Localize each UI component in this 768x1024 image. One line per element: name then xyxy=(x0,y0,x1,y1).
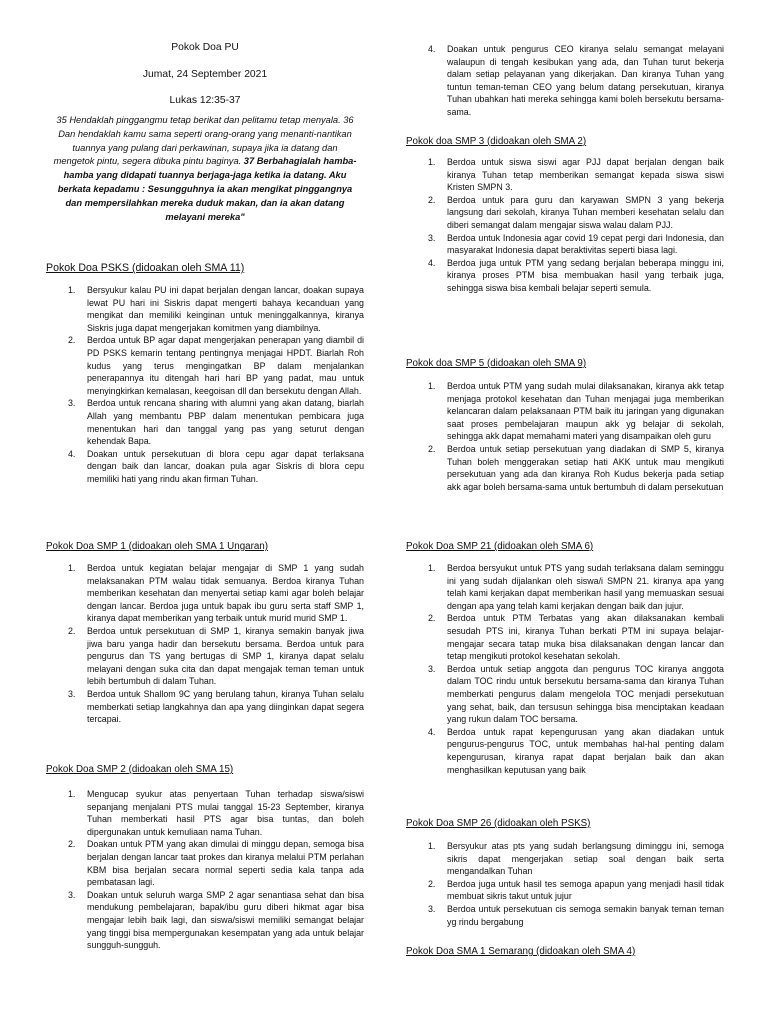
item-number: 1. xyxy=(68,789,76,799)
item-number: 1. xyxy=(68,285,76,295)
item-text: Berdoa juga untuk hasil tes semoga apapun yang menjadi hasil tidak membuat sikris takut untuk jujur xyxy=(447,878,724,902)
prayer-section-smp2 xyxy=(46,764,364,952)
prayer-item xyxy=(406,156,724,194)
prayer-section-smp2-continued xyxy=(406,43,724,119)
item-text: Berdoa untuk Indonesia agar covid 19 cepat pergi dari Indonesia, dan masyarakat Indonesia dapat beraktivitas seperti biasa lagi. xyxy=(447,232,724,256)
prayer-item xyxy=(46,397,364,447)
section-heading: Pokok Doa SMP 21 (didoakan oleh SMA 6) xyxy=(406,541,594,552)
item-text: Berdoa untuk kegiatan belajar mengajar di SMP 1 yang sudah melaksanakan PTM walau tidak semuanya. Berdoa kiranya Tuhan memberikan kesehatan dan menyertai setiap kami agar boleh belajar dengan lancar. Berdoa juga untuk bapak ibu guru serta staff SMP 1, kiranya dapat memberikan yang terbaik untuk murid murid SMP 1. xyxy=(87,563,364,624)
prayer-section-smp1 xyxy=(46,541,364,726)
prayer-section-smp5 xyxy=(406,358,724,493)
prayer-section-smp21 xyxy=(406,541,724,776)
prayer-item xyxy=(46,562,364,625)
item-text: Berdoa untuk para guru dan karyawan SMPN 3 yang bekerja langsung dari sekolah, kiranya Tuhan memberi kesehatan selalu dan diberi semangat dalam mengajar siswa walau dalam PJJ. xyxy=(447,194,724,230)
item-number: 4. xyxy=(68,448,76,459)
item-text: Berdoa untuk setiap anggota dan pengurus TOC kiranya anggota dalam TOC rindu untuk bersekutu bersama-sama dan kiranya Tuhan memberkati pengurus dalam mengelola TOC menjadi persekutuan yang sehat, baik, dan tersusun sehingga bisa menciptakan keadaan yang rukun dalam TOC bersama. xyxy=(447,663,724,725)
prayer-list xyxy=(406,43,724,119)
item-number: 3. xyxy=(68,889,76,900)
section-heading: Pokok Doa SMP 2 (didoakan oleh SMA 15) xyxy=(46,764,234,775)
item-text: Doakan untuk seluruh warga SMP 2 agar senantiasa sehat dan bisa mendukung pembelajaran, bapak/ibu guru diberi hikmat agar bisa mengajar lebih baik lagi, dan siswa/siswi memiliki semangat belajar yang tinggi bisa mempergunakan kesempatan yang ada untuk belajar sungguh-sungguh. xyxy=(87,889,364,951)
item-text: Berdoa untuk siswa siswi agar PJJ dapat berjalan dengan baik kiranya Tuhan tetap memberikan semangat kepada siswa siswi Kristen SMPN 3. xyxy=(447,157,724,193)
prayer-list xyxy=(46,562,364,726)
scripture-reference: Lukas 12:35-37 xyxy=(169,95,241,106)
item-text: Berdoa untuk persekutuan di SMP 1, kiranya semakin banyak jiwa jiwa baru yanga hadir dan bersekutu bersama. Berdoa untuk para pengurus dan TS yang bertugas di SMP 1, kiranya dapat selalu melayani dengan suka cita dan dapat mengajak teman teman untuk lebih bertumbuh di dalam Tuhan. xyxy=(87,625,364,687)
item-number: 4. xyxy=(428,726,436,737)
item-number: 1. xyxy=(428,841,436,851)
item-text: Berdoa untuk rapat kepengurusan yang akan diadakan untuk pengurus-pengurus TOC, untuk membahas hal-hal penting dalam kepengurusan, kiranya rapat dapat berjalan baik dan akan menghasilkan keputusan yang baik xyxy=(447,726,724,775)
item-number: 3. xyxy=(428,903,436,914)
item-text: Doakan untuk PTM yang akan dimulai di minggu depan, semoga bisa berjalan dengan lancar taat prokes dan kiranya melalui PTM perlahan KBM bisa berjalan secara normal seperti sedia kala tanpa ada pembatasan lagi. xyxy=(87,839,364,888)
item-text: Berdoa untuk BP agar dapat mengerjakan penerapan yang diambil di PD PSKS kemarin tentang pentingnya menjagai HPDT. Biarlah Roh kudus yang terus mengingatkan BP dalam menjalankan penerapannya itu ditengah hari hari BP yang padat, mau untuk menyingkirkan kemalasan, keegoisan dll dan bersekutu dengan Allah. xyxy=(87,335,364,396)
section-heading: Pokok Doa SMP 1 (didoakan oleh SMA 1 Ungaran) xyxy=(46,541,269,552)
item-text: Bersyukur kalau PU ini dapat berjalan dengan lancar, doakan supaya lewat PU hari ini Siskris dapat mengerti bahaya kecanduan yang mengikat dan memiliki keinginan untuk meninggalkannya, kiranya Siskris juga dapat mengerjakan komitmen yang diambilnya. xyxy=(87,285,364,333)
item-number: 3. xyxy=(428,663,436,674)
prayer-item xyxy=(406,840,724,878)
item-text: Berdoa juga untuk PTM yang sedang berjalan beberapa minggu ini, kiranya proses PTM bisa membuakan hasil yang terbaik juga, sehingga siswa bisa kembali belajar seperti semula. xyxy=(447,257,724,293)
prayer-item xyxy=(406,663,724,726)
item-number: 1. xyxy=(68,563,76,573)
prayer-list xyxy=(406,156,724,295)
item-text: Bersyukur atas pts yang sudah berlangsung diminggu ini, semoga sikris dapat mengerjakan setiap soal dengan baik serta mengandalkan Tuhan xyxy=(447,841,724,877)
prayer-item xyxy=(46,788,364,838)
item-text: Berdoa untuk Shallom 9C yang berulang tahun, kiranya Tuhan selalu memberkati setiap langkahnya dan apa yang diinginkan dapat segera tercapai. xyxy=(87,688,364,725)
prayer-item xyxy=(406,380,724,443)
item-number: 3. xyxy=(428,232,436,243)
prayer-item xyxy=(406,903,724,928)
item-number: 2. xyxy=(428,443,436,454)
item-number: 1. xyxy=(428,157,436,167)
scripture-verse xyxy=(52,114,358,224)
item-number: 1. xyxy=(428,563,436,573)
prayer-list xyxy=(406,380,724,493)
page-title: Pokok Doa PU xyxy=(171,42,239,53)
prayer-item xyxy=(46,334,364,397)
section-heading: Pokok doa SMP 3 (didoakan oleh SMA 2) xyxy=(406,136,587,147)
prayer-list xyxy=(406,562,724,776)
prayer-item xyxy=(406,232,724,257)
prayer-item xyxy=(406,43,724,119)
item-number: 2. xyxy=(428,878,436,889)
section-heading: Pokok Doa SMA 1 Semarang (didoakan oleh SMA 4) xyxy=(406,946,636,957)
prayer-item xyxy=(406,257,724,295)
item-number: 3. xyxy=(68,688,76,699)
item-number: 2. xyxy=(68,839,76,850)
prayer-list xyxy=(46,788,364,952)
prayer-item xyxy=(46,838,364,888)
prayer-item xyxy=(406,878,724,903)
section-heading: Pokok Doa SMP 26 (didoakan oleh PSKS) xyxy=(406,818,591,829)
item-number: 2. xyxy=(428,613,436,624)
item-text: Berdoa untuk PTM yang sudah mulai dilaksanakan, kiranya akk tetap menjaga protokol kesehatan dan Tuhan menjagai juga memberikan kelancaran dalam pelaksanaan PTM baik itu jaringan yang digunakan saat proses pembelajaran maupun akk yg belajar di sekolah, sehingga akk dapat memahami materi yang disampaikan oleh guru xyxy=(447,381,724,442)
item-text: Berdoa untuk PTM Terbatas yang akan dilaksanakan kembali sesudah PTS ini, kiranya Tuhan berkati PTM ini supaya belajar-mengajar secara tatap muka bisa dilaksanakan dengan lancar dan tetap mengikuti protokol kesehatan sekolah. xyxy=(447,613,724,662)
prayer-item xyxy=(406,612,724,662)
item-number: 4. xyxy=(428,44,436,54)
verse-normal-text: 35 Hendaklah pinggangmu tetap berikat dan pelitamu tetap menyala. 36 Dan hendaklah kamu sama seperti orang-orang yang menanti-nantikan tuannya yang pulang dari perkawinan, supaya jika ia datang dan mengetok pintu, segera dibuka pintu baginya. xyxy=(53,115,354,167)
item-number: 2. xyxy=(428,194,436,205)
item-text: Doakan untuk pengurus CEO kiranya selalu semangat melayani walaupun di tengah kesibukan yang ada, dan Tuhan turut bekerja dalam setiap pelayanan yang dikerjakan. Dan kiranya Tuhan yang tuntun teman-teman CEO yang belum datang persekutuan, kiranya Tuhan ubahkan hati mereka sehingga kami boleh bersekutu bersama-sama. xyxy=(447,44,724,117)
item-text: Berdoa untuk persekutuan cis semoga semakin banyak teman teman yg rindu bergabung xyxy=(447,903,724,927)
item-text: Berdoa untuk rencana sharing with alumni yang akan datang, biarlah Allah yang membantu PBP dalam menentukan pembicara juga menentukan hari dan tanggal yang pas yang seturut dengan kehendak Bapa. xyxy=(87,398,364,447)
item-text: Doakan untuk persekutuan di blora cepu agar dapat terlaksana dengan baik dan lancar, doakan pula agar Siskris di blora cepu memiliki hati yang rindu akan firman Tuhan. xyxy=(87,448,364,484)
prayer-item xyxy=(406,443,724,493)
item-number: 2. xyxy=(68,625,76,636)
item-text: Berdoa bersyukut untuk PTS yang sudah terlaksana dalam seminggu ini yang sudah dijalankan oleh siswa/i SMPN 21. kiranya apa yang telah kami kerjakan dapat memberikan hasil yang memuaskan sesuai dengan apa yang telah kami kerjakan dengan baik dan jujur. xyxy=(447,563,724,611)
item-number: 3. xyxy=(68,398,76,409)
prayer-item xyxy=(46,688,364,726)
item-number: 2. xyxy=(68,335,76,346)
prayer-section-psks xyxy=(46,262,364,486)
date-line: Jumat, 24 September 2021 xyxy=(142,69,268,80)
prayer-list xyxy=(406,840,724,928)
prayer-list xyxy=(46,284,364,486)
prayer-item xyxy=(406,726,724,776)
prayer-item xyxy=(46,625,364,688)
section-heading: Pokok doa SMP 5 (didoakan oleh SMA 9) xyxy=(406,358,587,369)
section-heading: Pokok Doa PSKS (didoakan oleh SMA 11) xyxy=(46,262,245,274)
prayer-item xyxy=(406,562,724,612)
item-number: 4. xyxy=(428,257,436,268)
prayer-item xyxy=(406,194,724,232)
prayer-item xyxy=(46,284,364,334)
verse-bold-text: 37 Berbahagialah hamba-hamba yang didapati tuannya berjaga-jaga ketika ia datang. Aku berkata kepadamu : Sesungguhnya ia akan mengikat pinggangnya dan mempersilahkan mereka duduk makan, dan ia akan datang melayani mereka" xyxy=(57,156,357,222)
item-text: Mengucap syukur atas penyertaan Tuhan terhadap siswa/siswi sepanjang menjalani PTS mulai tanggal 15-23 September, kiranya Tuhan memberkati hasil PTS agar bisa tuntas, dan boleh dipergunakan untuk kemuliaan nama Tuhan. xyxy=(87,789,364,837)
item-text: Berdoa untuk setiap persekutuan yang diadakan di SMP 5, kiranya Tuhan boleh menggerakan setiap hati AKK untuk mau mengikuti persekutuan yang ada dan kiranya Roh Kudus bekerja pada setiap akk agar boleh bersama-sama untuk bertumbuh di dalam persekutuan xyxy=(447,443,724,492)
prayer-section-smp26 xyxy=(406,818,724,928)
prayer-section-sma1-semarang xyxy=(406,946,724,958)
prayer-item xyxy=(46,889,364,952)
prayer-item xyxy=(46,448,364,486)
item-number: 1. xyxy=(428,381,436,391)
prayer-section-smp3 xyxy=(406,136,724,295)
